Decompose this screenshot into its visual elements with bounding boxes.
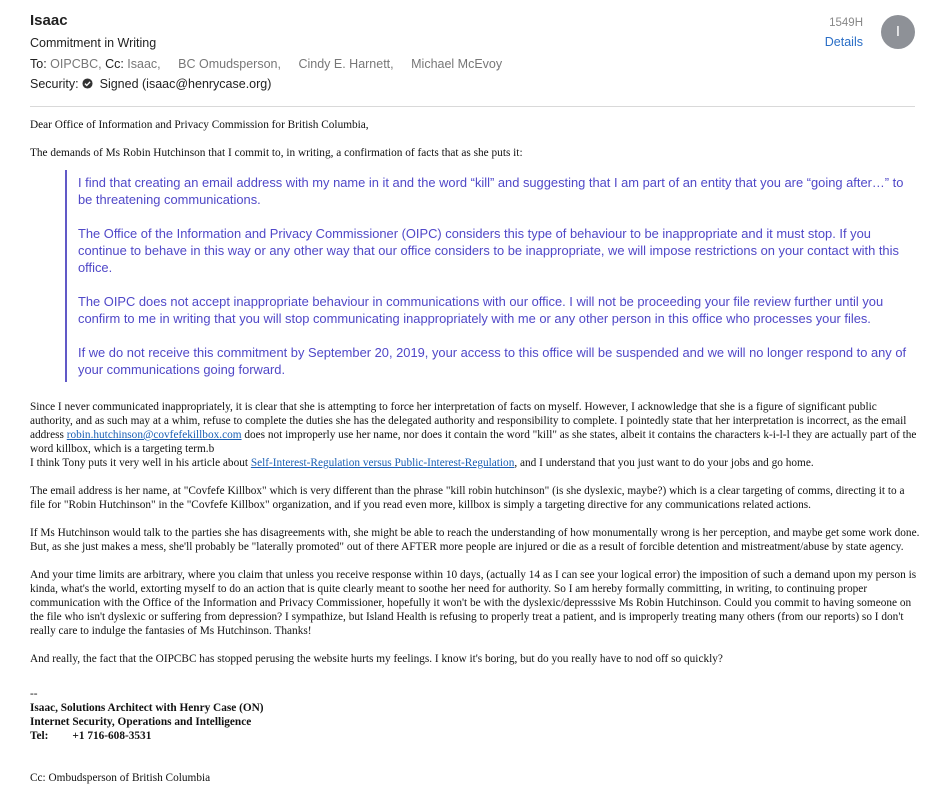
security-value: Signed (isaac@henrycase.org)	[99, 77, 272, 91]
quote-paragraph: The Office of the Information and Privacy Commissioner (OIPC) considers this type of behaviour to be inappropriate and it must stop. If you continue to behave in this way or any other way that our office considers to be inappropriate, we will impose restrictions on your contact with this office.	[78, 226, 899, 275]
email-address-link[interactable]: robin.hutchinson@covfefekillbox.com	[66, 429, 242, 441]
recipient-cc[interactable]: Michael McEvoy	[411, 57, 503, 71]
article-link[interactable]: Self-Interest-Regulation versus Public-Interest-Regulation	[250, 457, 515, 469]
paragraph-2: I think Tony puts it very well in his article about Self-Interest-Regulation versus Public-Interest-Regulation, and I understand that you just want to do your jobs and go home.	[30, 457, 814, 469]
security-row	[30, 77, 271, 91]
intro-paragraph: The demands of Ms Robin Hutchinson that I commit to, in writing, a confirmation of facts that as she puts it:	[30, 147, 523, 159]
paragraph-3: The email address is her name, at "Covfefe Killbox" which is very different than the phrase "kill robin hutchinson" (is she dyslexic, maybe?) which is a clear targeting of comms, directing it to a file for "Robin Hutchinson" in the "Covfefe Killbox" organization, and if you read even more, killbox is simply a targeting directive for any communications related actions.	[30, 485, 905, 511]
quote-paragraph: I find that creating an email address with my name in it and the word “kill” and suggesting that I am part of an entity that you are “going after…” to be threatening communications.	[78, 175, 904, 207]
recipients-row	[30, 57, 502, 71]
quoted-block	[65, 170, 920, 382]
cc-footer: Cc: Ombudsperson of British Columbia	[30, 772, 211, 784]
recipient-to[interactable]: OIPCBC,	[50, 57, 102, 71]
to-label: To:	[30, 57, 47, 71]
signature-name: Isaac, Solutions Architect with Henry Case (ON)	[30, 702, 264, 714]
security-label: Security:	[30, 77, 79, 91]
sender-name: Isaac	[30, 12, 68, 29]
paragraph-6: And really, the fact that the OIPCBC has stopped perusing the website hurts my feelings. I know it's boring, but do you really have to nod off so quickly?	[30, 653, 723, 665]
signature-dash: --	[30, 688, 38, 700]
paragraph-1: Since I never communicated inappropriately, it is clear that she is attempting to force her interpretation of facts on myself. However, I acknowledge that she is a figure of significant public authority, and as such may at a whim, refuse to complete the duties she has the delegated authority and responsibility to complete. I pointedly state that her interpretation is incorrect, as the email address robin.hutchinson@covfefekillbox.com does not improperly use her name, nor does it contain the word "kill" as she states, albeit it contains the characters k-i-l-l they are actually part of the word killbox, which is a targeting term.b	[30, 401, 917, 455]
email-header	[0, 0, 938, 110]
email-body	[30, 118, 920, 785]
recipient-cc[interactable]: Cindy E. Harnett,	[298, 57, 394, 71]
details-link[interactable]: Details	[824, 35, 863, 49]
email-subject: Commitment in Writing	[30, 36, 157, 50]
recipient-cc[interactable]: Isaac,	[127, 57, 161, 71]
paragraph-4: If Ms Hutchinson would talk to the parties she has disagreements with, she might be able to reach the understanding of how monumentally wrong is her perception, and maybe get some work done. But, as she just makes a mess, she'll probably be "laterally promoted" out of there AFTER more people are injured or die as a result of forcible detention and mistreatment/abuse by state agency.	[30, 527, 920, 553]
signed-check-icon	[82, 78, 93, 89]
cc-label: Cc:	[105, 57, 124, 71]
header-divider	[30, 106, 915, 107]
signature-phone: Tel: +1 716-608-3531	[30, 730, 152, 742]
sender-avatar: I	[881, 15, 915, 49]
quote-paragraph: If we do not receive this commitment by September 20, 2019, your access to this office will be suspended and we will no longer respond to any of your communications going forward.	[78, 345, 907, 377]
paragraph-5: And your time limits are arbitrary, where you claim that unless you receive response within 10 days, (actually 14 as I can see your logical error) the imposition of such a demand upon my person is kinda, what's the world, extorting myself to do an action that is quite clearly meant to soothe her need for authority. So I am hereby formally committing, in writing, to continuing proper communication with the Office of the Information and Privacy Commissioner, hopefully it won't be with the dyslexic/depresssive Ms Robin Hutchinson. Could you commit to having someone on the file who isn't dyslexic or suffering from depression? I sympathize, but Island Health is refusing to properly treat a patient, and is improperly treating many others (from our reports) so I don't really care to indulge the fantasies of Ms Hutchinson. Thanks!	[30, 569, 917, 637]
signature-title: Internet Security, Operations and Intelligence	[30, 716, 252, 728]
email-time: 1549H	[829, 17, 863, 29]
quote-paragraph: The OIPC does not accept inappropriate behaviour in communications with our office. I will not be proceeding your file review further until you confirm to me in writing that you will stop communicating inappropriately with me or any other person in this office who processes your files.	[78, 294, 884, 326]
phone-number[interactable]: +1 716-608-3531	[72, 730, 152, 742]
greeting: Dear Office of Information and Privacy Commission for British Columbia,	[30, 119, 369, 131]
recipient-cc[interactable]: BC Omudsperson,	[178, 57, 281, 71]
